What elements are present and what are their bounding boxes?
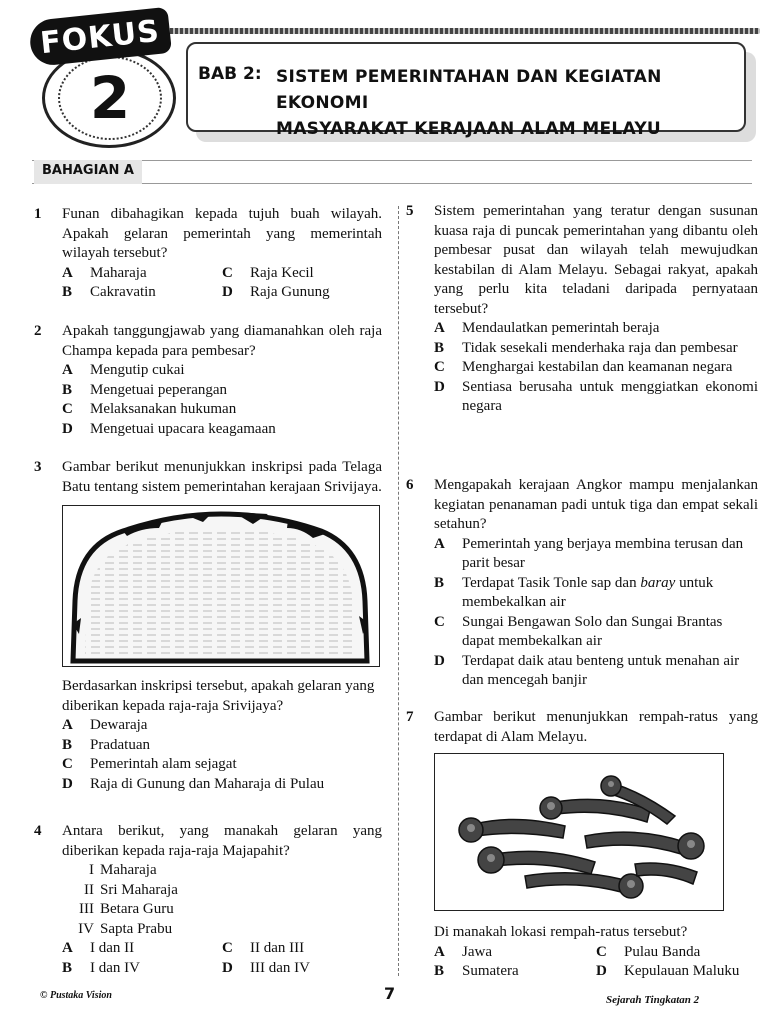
option-text: Cakravatin bbox=[90, 284, 156, 300]
option-text: Pemerintah yang berjaya membina terusan dan parit besar bbox=[462, 535, 744, 571]
option-letter: A bbox=[62, 940, 73, 956]
question-stem: Mengapakah kerajaan Angkor mampu menjalankan kegiatan penanaman padi untuk tiga dan empat sekali setahun? bbox=[434, 477, 758, 532]
question-3 bbox=[34, 458, 382, 794]
question-5 bbox=[406, 202, 758, 417]
option-letter: C bbox=[222, 940, 233, 956]
option-d[interactable] bbox=[222, 283, 382, 303]
cloves-icon bbox=[435, 754, 723, 910]
option-row bbox=[62, 959, 382, 979]
question-7 bbox=[406, 708, 758, 982]
option-letter: C bbox=[434, 613, 445, 630]
option-row bbox=[434, 943, 758, 963]
option-text: Maharaja bbox=[90, 264, 147, 281]
option-text-before: Terdapat Tasik Tonle sap dan bbox=[462, 574, 641, 591]
option-b[interactable] bbox=[62, 381, 382, 401]
option-letter: D bbox=[434, 652, 445, 669]
option-row bbox=[62, 264, 382, 284]
option-letter: B bbox=[434, 963, 445, 979]
option-d[interactable] bbox=[434, 652, 758, 691]
option-a[interactable] bbox=[434, 535, 758, 574]
option-text: Raja di Gunung dan Maharaja di Pulau bbox=[90, 775, 325, 792]
question-stem: Antara berikut, yang manakah gelaran yang diberikan kepada raja-raja Majapahit? bbox=[62, 823, 382, 859]
option-letter: C bbox=[222, 264, 233, 281]
statement-3 bbox=[72, 900, 382, 920]
column-divider bbox=[398, 206, 399, 976]
option-letter: D bbox=[62, 420, 73, 437]
option-row bbox=[434, 962, 758, 982]
statement-text: Sapta Prabu bbox=[100, 920, 173, 937]
option-d[interactable] bbox=[222, 959, 382, 979]
option-text: Jawa bbox=[462, 943, 492, 960]
fokus-tab: FOKUS bbox=[28, 7, 172, 67]
question-number: 1 bbox=[34, 206, 42, 222]
option-text: I dan II bbox=[90, 940, 135, 956]
option-letter: C bbox=[62, 401, 73, 417]
option-text: Menghargai kestabilan dan keamanan negara bbox=[462, 359, 733, 375]
question-stem: Gambar berikut menunjukkan rempah-ratus yang terdapat di Alam Melayu. bbox=[434, 709, 758, 745]
option-a[interactable] bbox=[62, 264, 222, 284]
option-b[interactable] bbox=[62, 736, 382, 756]
option-text-italic: baray bbox=[640, 574, 676, 591]
statement-text: Sri Maharaja bbox=[100, 881, 178, 898]
option-text: Raja Gunung bbox=[250, 284, 330, 300]
telaga-batu-inscription-image bbox=[62, 505, 380, 667]
statement-1 bbox=[72, 861, 382, 881]
question-1 bbox=[34, 205, 382, 303]
question-number: 3 bbox=[34, 459, 42, 475]
option-text-after: untuk membekalkan air bbox=[462, 574, 714, 610]
option-letter: B bbox=[62, 381, 73, 398]
option-letter: B bbox=[62, 959, 73, 976]
option-text: Terdapat daik atau benteng untuk menahan air dan mencegah banjir bbox=[462, 652, 740, 688]
option-c[interactable] bbox=[62, 755, 382, 775]
footer-book-title: Sejarah Tingkatan 2 bbox=[606, 994, 700, 1006]
option-letter: B bbox=[434, 574, 445, 591]
option-letter: B bbox=[62, 284, 73, 300]
statement-number: IV bbox=[78, 920, 94, 937]
statement-2 bbox=[72, 881, 382, 901]
option-row bbox=[62, 283, 382, 303]
statement-number: I bbox=[89, 862, 94, 878]
question-stem: Gambar berikut menunjukkan inskripsi pada Telaga Batu tentang sistem pemerintahan kerajaan Srivijaya. bbox=[62, 459, 382, 495]
option-text: Pemerintah alam sejagat bbox=[90, 756, 237, 772]
option-c[interactable] bbox=[596, 943, 758, 963]
option-a[interactable] bbox=[62, 361, 382, 381]
option-letter: D bbox=[222, 959, 233, 976]
statement-4 bbox=[72, 920, 382, 940]
option-text: Sungai Bengawan Solo dan Sungai Brantas dapat membekalkan air bbox=[462, 613, 723, 649]
option-letter: D bbox=[222, 284, 233, 300]
option-a[interactable] bbox=[434, 319, 758, 339]
question-stem: Sistem pemerintahan yang teratur dengan susunan kuasa raja di puncak pemerintahan yang dibantu oleh pembesar pusat dan wilayah telah mewujudkan kestabilan di Alam Melayu. Sebagai rakyat, apakah yang perlu kita teladani daripada pernyataan tersebut? bbox=[434, 203, 758, 317]
option-c[interactable] bbox=[222, 939, 382, 959]
option-b[interactable] bbox=[434, 574, 758, 613]
option-b[interactable] bbox=[62, 959, 222, 979]
header-rule bbox=[150, 28, 760, 34]
statement-text: Maharaja bbox=[100, 862, 157, 878]
option-text: Sentiasa berusaha untuk menggiatkan ekonomi negara bbox=[462, 378, 758, 414]
option-text: II dan III bbox=[250, 940, 305, 956]
question-number: 4 bbox=[34, 823, 42, 839]
option-text: Raja Kecil bbox=[250, 264, 314, 281]
option-c[interactable] bbox=[222, 264, 382, 284]
question-followup: Di manakah lokasi rempah-ratus tersebut? bbox=[434, 924, 688, 940]
statement-number: III bbox=[79, 901, 94, 917]
option-d[interactable] bbox=[62, 420, 382, 440]
inscription-stone-icon bbox=[63, 506, 379, 666]
option-b[interactable] bbox=[62, 283, 222, 303]
option-text: Melaksanakan hukuman bbox=[90, 401, 237, 417]
option-letter: A bbox=[62, 362, 73, 378]
option-text: Pradatuan bbox=[90, 736, 150, 753]
option-text: I dan IV bbox=[90, 959, 140, 976]
question-number: 7 bbox=[406, 709, 414, 725]
option-text: Kepulauan Maluku bbox=[624, 963, 740, 979]
question-2 bbox=[34, 322, 382, 439]
section-label: BAHAGIAN A bbox=[34, 160, 142, 184]
question-4 bbox=[34, 822, 382, 978]
page-number: 7 bbox=[384, 984, 396, 1003]
option-d[interactable] bbox=[62, 775, 382, 795]
option-letter: A bbox=[62, 717, 73, 733]
option-letter: D bbox=[434, 378, 445, 395]
option-c[interactable] bbox=[62, 400, 382, 420]
statement-number: II bbox=[84, 881, 94, 898]
option-text: Tidak sesekali menderhaka raja dan pembesar bbox=[462, 339, 738, 356]
chapter-title-line1: SISTEM PEMERINTAHAN DAN KEGIATAN EKONOMI bbox=[276, 67, 662, 113]
option-d[interactable] bbox=[434, 378, 758, 417]
question-stem: Apakah tanggungjawab yang diamanahkan oleh raja Champa kepada para pembesar? bbox=[62, 323, 382, 359]
option-letter: D bbox=[62, 775, 73, 792]
option-letter: A bbox=[62, 264, 73, 281]
option-letter: C bbox=[62, 756, 73, 772]
option-b[interactable] bbox=[434, 962, 596, 982]
statement-text: Betara Guru bbox=[100, 901, 174, 917]
option-row bbox=[62, 939, 382, 959]
option-text: Mengetuai upacara keagamaan bbox=[90, 420, 276, 437]
spices-image bbox=[434, 753, 724, 911]
option-text: III dan IV bbox=[250, 959, 310, 976]
chapter-title bbox=[276, 64, 736, 142]
question-number: 5 bbox=[406, 203, 414, 219]
chapter-number: 2 bbox=[89, 64, 131, 132]
option-letter: A bbox=[434, 943, 445, 960]
option-letter: C bbox=[596, 943, 607, 960]
option-a[interactable] bbox=[62, 716, 382, 736]
question-number: 6 bbox=[406, 477, 414, 493]
option-letter: B bbox=[62, 736, 73, 753]
chapter-label: BAB 2: bbox=[198, 64, 262, 84]
chapter-title-line2: MASYARAKAT KERAJAAN ALAM MELAYU bbox=[276, 119, 662, 139]
option-b[interactable] bbox=[434, 339, 758, 359]
option-text: Mendaulatkan pemerintah beraja bbox=[462, 320, 660, 336]
option-c[interactable] bbox=[434, 613, 758, 652]
option-letter: D bbox=[596, 963, 607, 979]
option-letter: A bbox=[434, 535, 445, 552]
question-number: 2 bbox=[34, 323, 42, 339]
question-6 bbox=[406, 476, 758, 691]
option-c[interactable] bbox=[434, 358, 758, 378]
option-a[interactable] bbox=[62, 939, 222, 959]
option-text: Pulau Banda bbox=[624, 943, 701, 960]
option-text: Sumatera bbox=[462, 963, 519, 979]
question-stem: Funan dibahagikan kepada tujuh buah wilayah. Apakah gelaran pemerintah yang memerintah wilayah tersebut? bbox=[62, 206, 382, 261]
option-letter: A bbox=[434, 320, 445, 336]
option-text: Dewaraja bbox=[90, 717, 148, 733]
option-text: Mengutip cukai bbox=[90, 362, 185, 378]
option-a[interactable] bbox=[434, 943, 596, 963]
option-letter: B bbox=[434, 339, 445, 356]
question-followup: Berdasarkan inskripsi tersebut, apakah gelaran yang diberikan kepada raja-raja Srivijaya? bbox=[62, 678, 375, 714]
option-letter: C bbox=[434, 359, 445, 375]
footer-publisher: © Pustaka Vision bbox=[40, 990, 112, 1001]
option-text: Mengetuai peperangan bbox=[90, 381, 228, 398]
option-d[interactable] bbox=[596, 962, 758, 982]
